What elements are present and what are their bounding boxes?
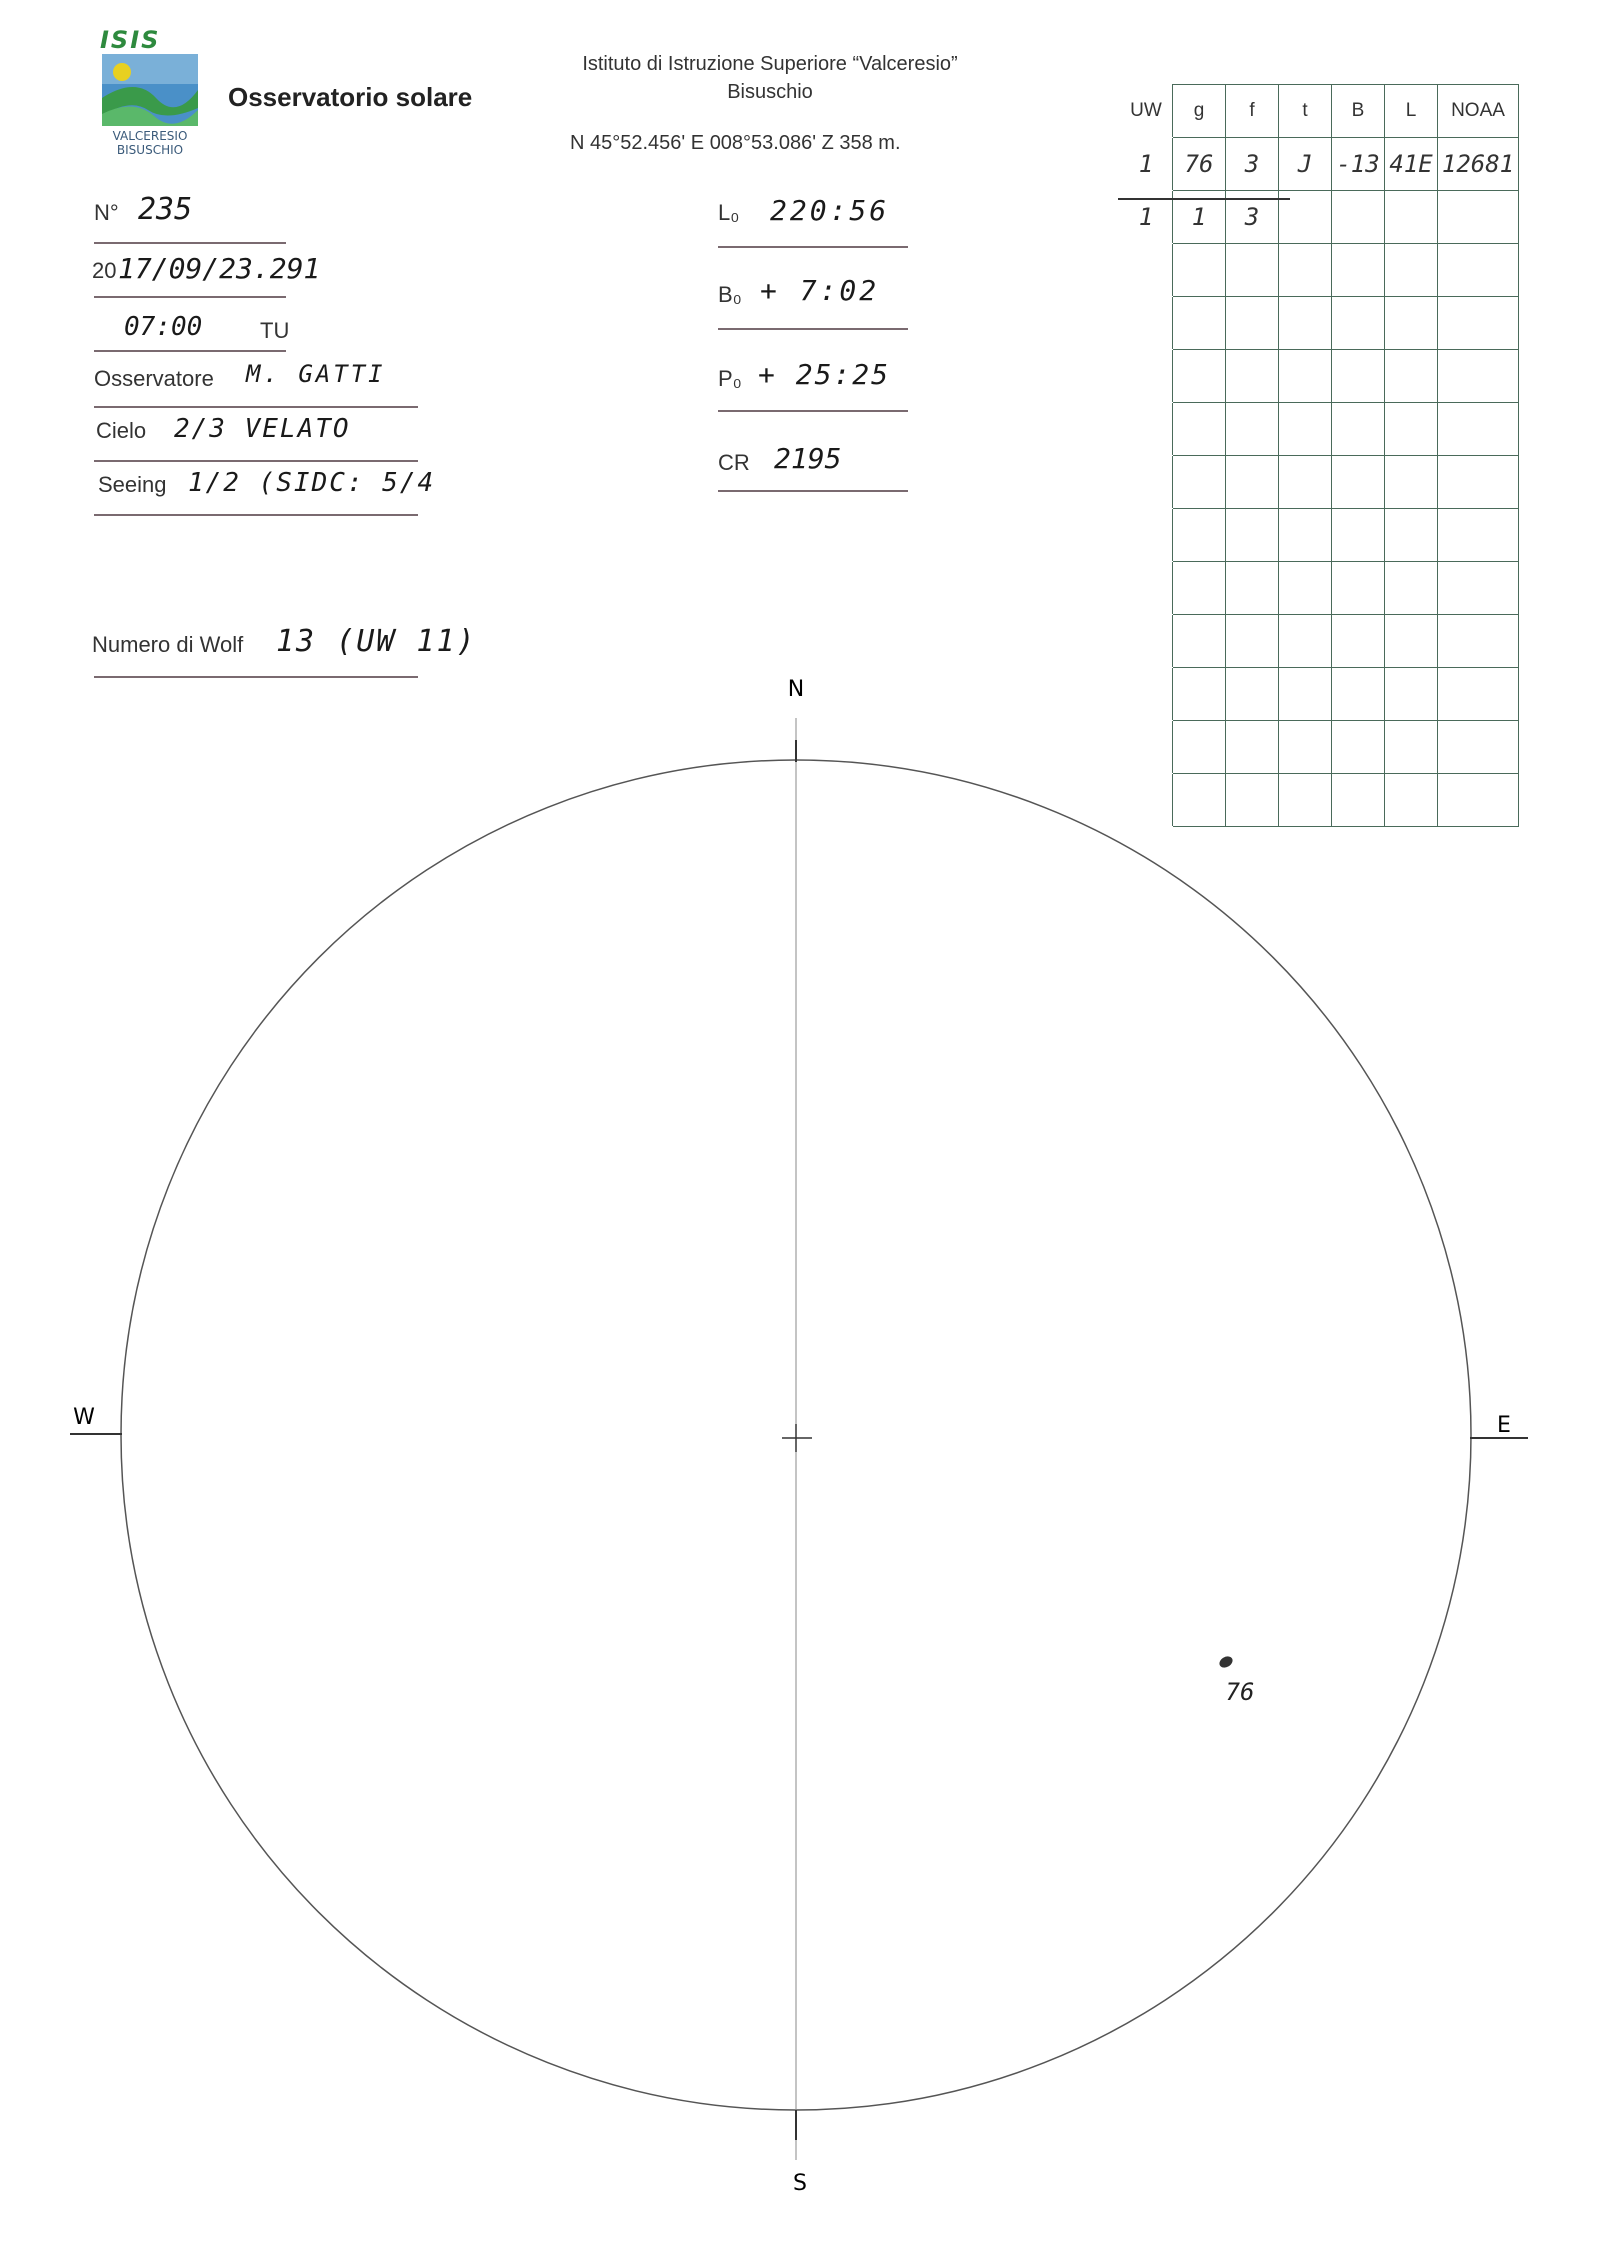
- seeing-value: 1/2 (SIDC: 5/4: [188, 468, 436, 498]
- sky-label: Cielo: [96, 418, 147, 443]
- cell-f: 3: [1226, 191, 1279, 244]
- header-b: B: [1332, 85, 1385, 138]
- time-unit: TU: [260, 318, 290, 343]
- l0-label: L₀: [718, 200, 740, 225]
- logo-sub-1: VALCERESIO: [112, 129, 188, 143]
- date-value: 17/09/23.291: [118, 252, 321, 285]
- header-noaa: NOAA: [1438, 85, 1519, 138]
- number-value: 235: [138, 192, 193, 227]
- cell-g: 76: [1173, 138, 1226, 191]
- observer-value: M. GATTI: [246, 360, 386, 388]
- institute-line-1: Istituto di Istruzione Superiore “Valceresio”: [582, 53, 958, 75]
- logo-wordmark: ISIS: [100, 26, 161, 54]
- west-label: W: [73, 1405, 95, 1430]
- number-label: N°: [94, 200, 119, 225]
- b0-value: + 7:02: [760, 274, 880, 307]
- wolf-value: 13 (UW 11): [276, 624, 477, 659]
- north-label: N: [787, 677, 805, 702]
- seeing-label: Seeing: [98, 472, 167, 497]
- date-prefix: 20: [92, 258, 117, 283]
- logo-sub-2: BISUSCHIO: [116, 143, 184, 157]
- p0-label: P₀: [718, 366, 742, 391]
- institute-line-2: Bisuschio: [727, 81, 813, 103]
- header-l: L: [1385, 85, 1438, 138]
- cell-b: -13: [1332, 138, 1385, 191]
- observatory-title: Osservatorio solare: [228, 82, 473, 112]
- cr-label: CR: [718, 450, 750, 475]
- cell-t: J: [1279, 138, 1332, 191]
- cr-value: 2195: [774, 442, 842, 475]
- wolf-label: Numero di Wolf: [92, 632, 244, 657]
- header-t: t: [1279, 85, 1332, 138]
- cell-uw: 1: [1138, 150, 1154, 178]
- header-uw: UW: [1130, 99, 1162, 121]
- header-f: f: [1226, 85, 1279, 138]
- south-label: S: [793, 2171, 807, 2196]
- p0-value: + 25:25: [758, 358, 891, 391]
- header-g: g: [1173, 85, 1226, 138]
- cell-noaa: 12681: [1438, 138, 1519, 191]
- spot-group-label: 76: [1225, 1678, 1255, 1706]
- observer-label: Osservatore: [94, 366, 214, 391]
- l0-value: 220:56: [770, 194, 890, 227]
- sky-value: 2/3 VELATO: [174, 414, 351, 444]
- observatory-coordinates: N 45°52.456' E 008°53.086' Z 358 m.: [570, 132, 901, 154]
- sunspot-76: [1217, 1654, 1234, 1670]
- cell-g: 1: [1173, 191, 1226, 244]
- b0-label: B₀: [718, 282, 742, 307]
- cell-l: 41E: [1385, 138, 1438, 191]
- east-label: E: [1497, 1413, 1511, 1438]
- cell-uw: 1: [1138, 203, 1154, 231]
- cell-f: 3: [1226, 138, 1279, 191]
- time-value: 07:00: [124, 312, 203, 342]
